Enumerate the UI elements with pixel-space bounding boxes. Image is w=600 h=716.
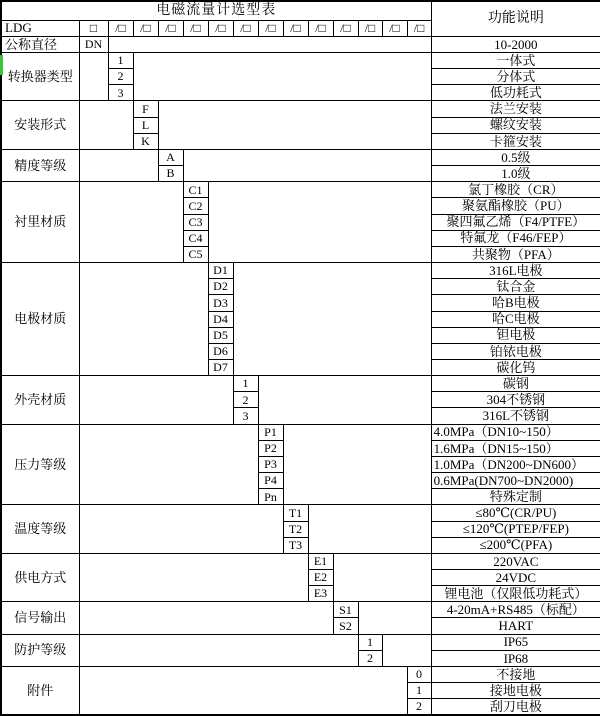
code-cell-power-supply: E2 [308,570,333,586]
code-cell-housing-material: 2 [233,392,258,408]
function-cell-installation-type: 螺纹安装 [431,117,600,133]
empty-region [308,505,431,553]
function-cell-installation-type: 卡箍安装 [431,133,600,149]
function-cell-temperature-rating: ≤200℃(PFA) [431,537,600,553]
code-box: /□ [382,20,407,36]
code-cell-converter-type: 2 [108,69,133,85]
function-cell-accessories: 刮刀电极 [431,699,600,715]
function-cell-power-supply: 24VDC [431,570,600,586]
code-cell-nominal-diameter: DN [79,36,108,52]
empty-region [183,149,431,181]
empty-region [79,634,358,666]
code-box: /□ [233,20,258,36]
function-cell-accuracy-class: 0.5级 [431,149,600,165]
code-box: /□ [208,20,233,36]
code-cell-electrode-material: D5 [208,327,233,343]
function-cell-power-supply: 220VAC [431,553,600,569]
empty-region [258,376,431,424]
section-label-nominal-diameter: 公称直径 [1,36,79,52]
function-cell-protection-rating: IP68 [431,650,600,666]
function-cell-signal-output: 4-20mA+RS485（标配） [431,602,600,618]
code-box: /□ [407,20,431,36]
function-cell-liner-material: 特氟龙（F46/FEP） [431,230,600,246]
function-cell-accessories: 接地电极 [431,683,600,699]
function-column-header: 功能说明 [431,1,600,36]
code-cell-electrode-material: D2 [208,279,233,295]
function-cell-liner-material: 共聚物（PFA） [431,246,600,262]
code-cell-signal-output: S1 [333,602,358,618]
code-cell-power-supply: E3 [308,586,333,602]
code-cell-accessories: 2 [407,699,431,715]
code-cell-pressure-rating: Pn [258,489,283,505]
code-box: /□ [283,20,308,36]
code-cell-temperature-rating: T3 [283,537,308,553]
code-box: /□ [183,20,208,36]
code-cell-accessories: 1 [407,683,431,699]
code-cell-accessories: 0 [407,666,431,682]
section-label-liner-material: 衬里材质 [1,182,79,263]
empty-region [233,263,431,376]
function-cell-temperature-rating: ≤120℃(PTEP/FEP) [431,521,600,537]
code-cell-converter-type: 1 [108,53,133,69]
section-label-signal-output: 信号输出 [1,602,79,634]
code-cell-liner-material: C3 [183,214,208,230]
code-cell-pressure-rating: P1 [258,424,283,440]
code-cell-pressure-rating: P3 [258,456,283,472]
code-cell-converter-type: 3 [108,85,133,101]
function-cell-pressure-rating: 4.0MPa（DN10~150） [431,424,600,440]
empty-region [108,36,431,52]
code-cell-liner-material: C5 [183,246,208,262]
function-cell-converter-type: 分体式 [431,69,600,85]
function-cell-accessories: 不接地 [431,666,600,682]
code-cell-electrode-material: D6 [208,343,233,359]
code-box: /□ [108,20,133,36]
code-cell-liner-material: C2 [183,198,208,214]
code-cell-liner-material: C1 [183,182,208,198]
function-cell-electrode-material: 铂铱电极 [431,343,600,359]
empty-region [208,182,431,263]
empty-region [333,553,431,601]
function-cell-pressure-rating: 1.0MPa（DN200~DN600） [431,456,600,472]
section-label-power-supply: 供电方式 [1,553,79,601]
code-cell-installation-type: F [133,101,158,117]
empty-region [79,149,158,181]
code-box: /□ [158,20,183,36]
code-cell-installation-type: K [133,133,158,149]
code-cell-power-supply: E1 [308,553,333,569]
function-cell-liner-material: 聚氨酯橡胶（PU） [431,198,600,214]
code-cell-protection-rating: 1 [358,634,382,650]
function-cell-nominal-diameter: 10-2000 [431,36,600,52]
empty-region [79,505,283,553]
section-label-pressure-rating: 压力等级 [1,424,79,505]
empty-region [79,53,108,101]
section-label-installation-type: 安装形式 [1,101,79,149]
function-cell-protection-rating: IP65 [431,634,600,650]
section-label-housing-material: 外壳材质 [1,376,79,424]
function-cell-electrode-material: 碳化钨 [431,359,600,375]
function-cell-liner-material: 氯丁橡胶（CR） [431,182,600,198]
empty-region [79,424,258,505]
function-cell-installation-type: 法兰安装 [431,101,600,117]
function-cell-pressure-rating: 特殊定制 [431,489,600,505]
function-cell-pressure-rating: 0.6MPa(DN700~DN2000) [431,473,600,489]
section-label-accuracy-class: 精度等级 [1,149,79,181]
empty-region [79,602,333,634]
function-cell-accuracy-class: 1.0级 [431,166,600,182]
code-cell-signal-output: S2 [333,618,358,634]
code-cell-electrode-material: D7 [208,359,233,375]
code-cell-housing-material: 3 [233,408,258,424]
function-cell-electrode-material: 哈C电极 [431,311,600,327]
function-cell-housing-material: 碳钢 [431,376,600,392]
empty-region [79,666,407,715]
function-cell-electrode-material: 钽电极 [431,327,600,343]
section-label-electrode-material: 电极材质 [1,263,79,376]
code-cell-accuracy-class: B [158,166,183,182]
section-label-protection-rating: 防护等级 [1,634,79,666]
code-cell-liner-material: C4 [183,230,208,246]
function-cell-signal-output: HART [431,618,600,634]
code-box-first: □ [79,20,108,36]
function-cell-liner-material: 聚四氟乙烯（F4/PTFE） [431,214,600,230]
code-cell-accuracy-class: A [158,149,183,165]
empty-region [382,634,431,666]
function-cell-converter-type: 一体式 [431,53,600,69]
code-cell-housing-material: 1 [233,376,258,392]
code-cell-temperature-rating: T1 [283,505,308,521]
section-label-accessories: 附件 [1,666,79,715]
code-cell-electrode-material: D3 [208,295,233,311]
empty-region [283,424,431,505]
code-box: /□ [333,20,358,36]
section-label-converter-type: 转换器类型 [1,53,79,101]
code-box: /□ [358,20,382,36]
function-cell-housing-material: 304不锈钢 [431,392,600,408]
code-box: /□ [308,20,333,36]
empty-region [79,263,208,376]
code-cell-electrode-material: D4 [208,311,233,327]
empty-region [79,553,308,601]
empty-region [79,101,133,149]
code-box: /□ [258,20,283,36]
code-cell-installation-type: L [133,117,158,133]
code-cell-electrode-material: D1 [208,263,233,279]
code-box: /□ [133,20,158,36]
section-label-temperature-rating: 温度等级 [1,505,79,553]
function-cell-electrode-material: 哈B电极 [431,295,600,311]
model-prefix: LDG [1,20,79,36]
empty-region [133,53,431,101]
function-cell-electrode-material: 316L电极 [431,263,600,279]
table-title: 电磁流量计选型表 [1,1,431,20]
function-cell-electrode-material: 钛合金 [431,279,600,295]
code-cell-temperature-rating: T2 [283,521,308,537]
function-cell-temperature-rating: ≤80℃(CR/PU) [431,505,600,521]
empty-region [79,182,183,263]
function-cell-housing-material: 316L不锈钢 [431,408,600,424]
code-cell-pressure-rating: P2 [258,440,283,456]
empty-region [358,602,431,634]
empty-region [158,101,431,149]
function-cell-pressure-rating: 1.6MPa（DN15~150） [431,440,600,456]
empty-region [79,376,233,424]
code-cell-protection-rating: 2 [358,650,382,666]
code-cell-pressure-rating: P4 [258,473,283,489]
function-cell-converter-type: 低功耗式 [431,85,600,101]
function-cell-power-supply: 锂电池（仅限低功耗式） [431,586,600,602]
